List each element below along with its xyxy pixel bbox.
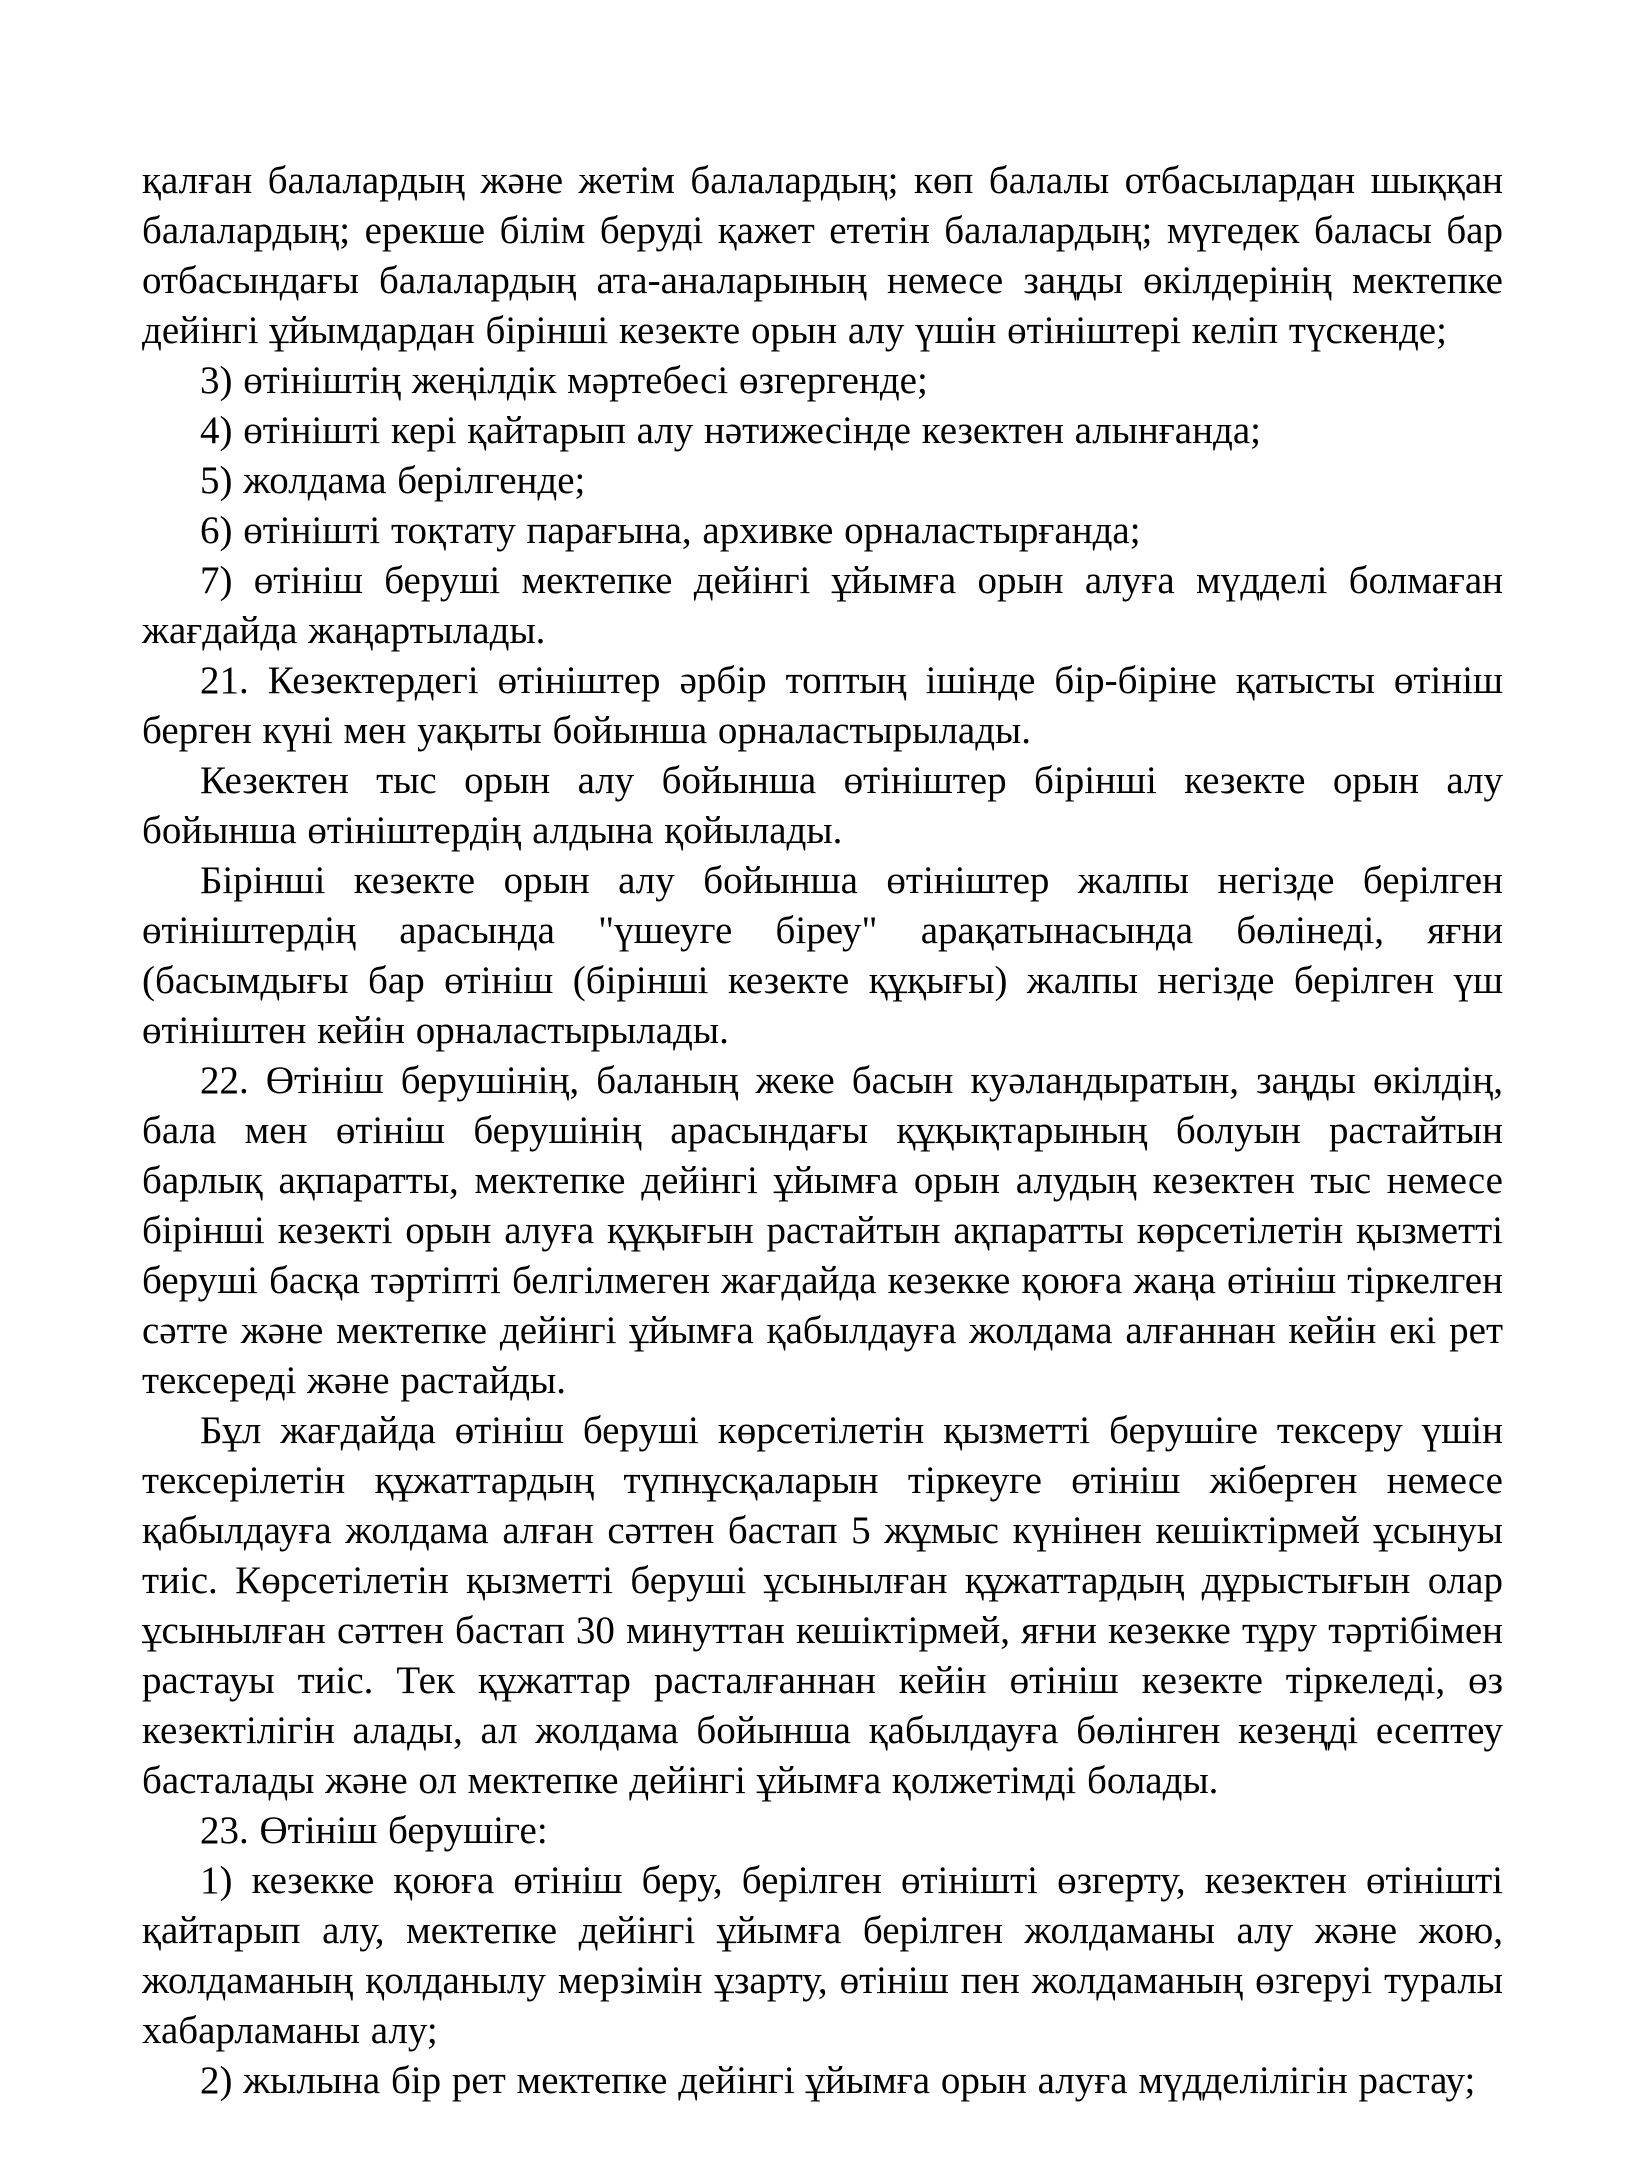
- clause-22: 22. Өтініш берушінің, баланың жеке басын куәландыратын, заңды өкілдің, бала мен өтініш берушінің арасындағы құқықтарының болуын растайтын барлық ақпаратты, мектепке дейінгі ұйымға орын алудың кезектен тыс немесе бірінші кезекті орын алуға құқығын растайтын ақпаратты көрсетілетін қызметті беруші басқа тәртіпті белгілмеген жағдайда кезекке қоюға жаңа өтініш тіркелген сәтте және мектепке дейінгі ұйымға қабылдауға жолдама алғаннан кейін екі рет тексереді және растайды.: [142, 1059, 1503, 1402]
- list-item-3: 3) өтініштің жеңілдік мәртебесі өзгергенде;: [200, 359, 928, 402]
- clause-21: 21. Кезектердегі өтініштер әрбір топтың ішінде бір-біріне қатысты өтініш берген күні мен уақыты бойынша орналастырылады.: [142, 659, 1503, 752]
- document-body: [142, 156, 1503, 2106]
- list-item-6: 6) өтінішті тоқтату парағына, архивке орналастырғанда;: [200, 509, 1141, 552]
- clause-21-paragraph-3: Бірінші кезекте орын алу бойынша өтініштер жалпы негізде берілген өтініштердің арасында "үшеуге біреу" арақатынасында бөлінеді, яғни (басымдығы бар өтініш (бірінші кезекте құқығы) жалпы негізде берілген үш өтініштен кейін орналастырылады.: [142, 859, 1503, 1052]
- list-item-4: 4) өтінішті кері қайтарып алу нәтижесінде кезектен алынғанда;: [200, 409, 1261, 452]
- list-item-7: 7) өтініш беруші мектепке дейінгі ұйымға орын алуға мүдделі болмаған жағдайда жаңартылады.: [142, 559, 1503, 652]
- paragraph-continuation: қалған балалардың және жетім балалардың; көп балалы отбасылардан шыққан балалардың; ерекше білім беруді қажет ететін балалардың; мүгедек баласы бар отбасындағы балалардың ата-аналарының немесе заңды өкілдерінің мектепке дейінгі ұйымдардан бірінші кезекте орын алу үшін өтініштері келіп түскенде;: [142, 159, 1503, 352]
- list-item-5: 5) жолдама берілгенде;: [200, 459, 586, 502]
- clause-23-item-1: 1) кезекке қоюға өтініш беру, берілген өтінішті өзгерту, кезектен өтінішті қайтарып алу, мектепке дейінгі ұйымға берілген жолдаманы алу және жою, жолдаманың қолданылу мерзімін ұзарту, өтініш пен жолдаманың өзгеруі туралы хабарламаны алу;: [142, 1859, 1503, 2052]
- clause-22-paragraph-2: Бұл жағдайда өтініш беруші көрсетілетін қызметті берушіге тексеру үшін тексерілетін құжаттардың түпнұсқаларын тіркеуге өтініш жіберген немесе қабылдауға жолдама алған сәттен бастап 5 жұмыс күнінен кешіктірмей ұсынуы тиіс. Көрсетілетін қызметті беруші ұсынылған құжаттардың дұрыстығын олар ұсынылған сәттен бастап 30 минуттан кешіктірмей, яғни кезекке тұру тәртібімен растауы тиіс. Тек құжаттар расталғаннан кейін өтініш кезекте тіркеледі, өз кезектілігін алады, ал жолдама бойынша қабылдауға бөлінген кезеңді есептеу басталады және ол мектепке дейінгі ұйымға қолжетімді болады.: [142, 1409, 1503, 1802]
- clause-23-item-2: 2) жылына бір рет мектепке дейінгі ұйымға орын алуға мүдделілігін растау;: [200, 2059, 1476, 2102]
- clause-21-paragraph-2: Кезектен тыс орын алу бойынша өтініштер бірінші кезекте орын алу бойынша өтініштердің алдына қойылады.: [142, 759, 1503, 852]
- clause-23: 23. Өтініш берушіге:: [200, 1809, 548, 1852]
